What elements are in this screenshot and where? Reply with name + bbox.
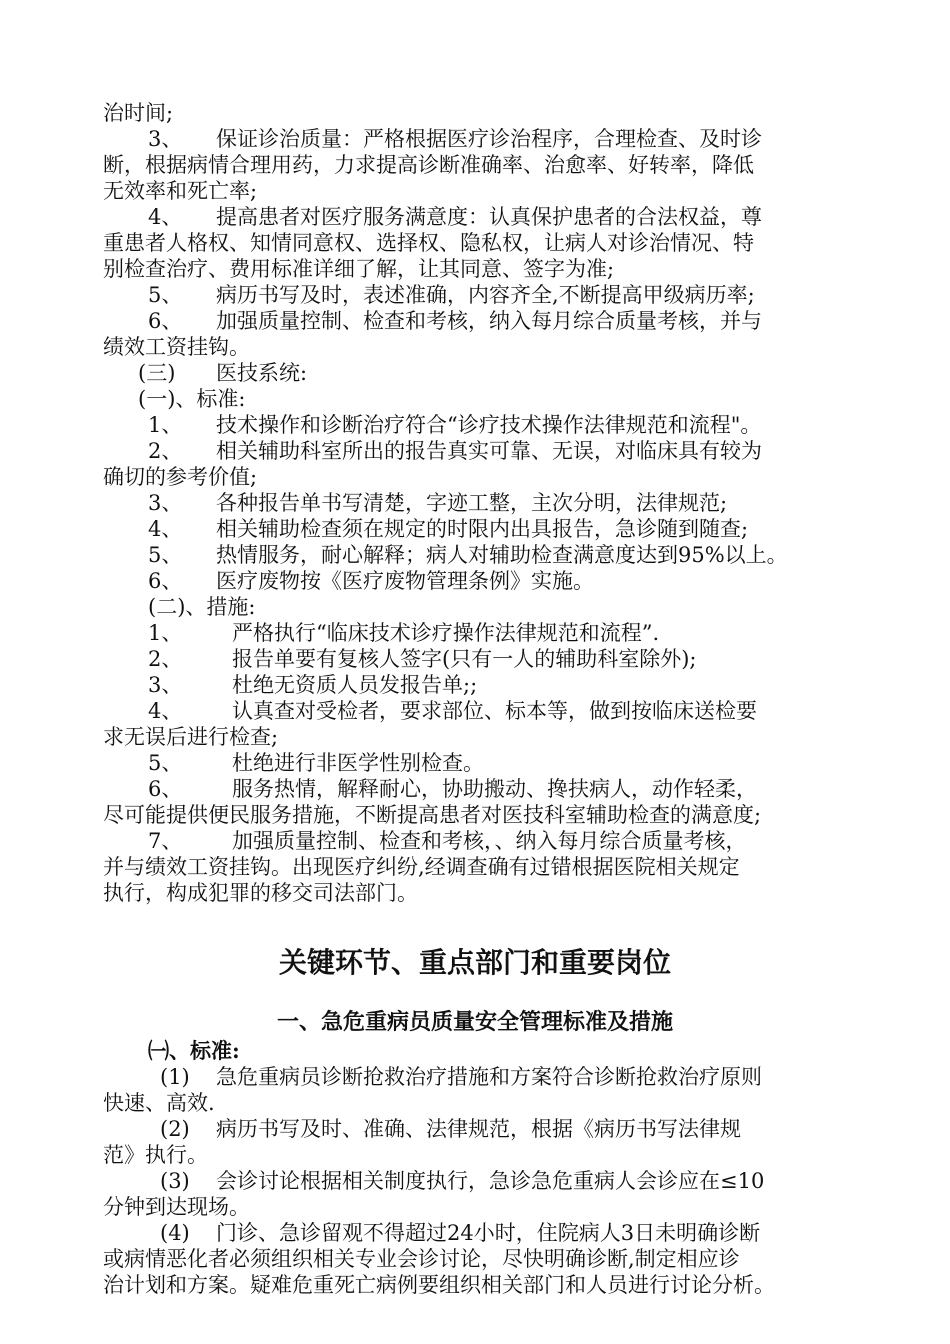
item-text: 各种报告单书写清楚，字迹工整，主次分明，法律规范; bbox=[216, 491, 728, 515]
text-line: 快速、高效. bbox=[103, 1091, 215, 1115]
text-line: 范》执行。 bbox=[103, 1143, 208, 1167]
item-number: 4、 bbox=[148, 699, 183, 723]
text-line: 重患者人格权、知情同意权、选择权、隐私权，让病人对诊治情况、特 bbox=[103, 231, 754, 255]
section-number: (三) bbox=[138, 361, 176, 385]
text-line: 执行，构成犯罪的移交司法部门。 bbox=[103, 881, 418, 905]
list-item bbox=[148, 750, 484, 776]
item-text: 会诊讨论根据相关制度执行，急诊急危重病人会诊应在≤10 bbox=[216, 1169, 765, 1193]
section-title: 医技系统: bbox=[216, 361, 308, 385]
item-text: 病历书写及时、准确、法律规范，根据《病历书写法律规 bbox=[216, 1117, 741, 1141]
item-text: 杜绝进行非医学性别检查。 bbox=[232, 751, 484, 775]
text-line: 治时间; bbox=[103, 101, 174, 125]
sub-heading: 一、急危重病员质量安全管理标准及措施 bbox=[276, 1009, 673, 1035]
list-item bbox=[148, 776, 757, 802]
list-item bbox=[148, 828, 747, 854]
item-number: (4) bbox=[160, 1221, 190, 1245]
item-text: 热情服务，耐心解释；病人对辅助检查满意度达到95%以上。 bbox=[216, 543, 788, 567]
text-line: 尽可能提供便民服务措施，不断提高患者对医技科室辅助检查的满意度; bbox=[103, 803, 762, 827]
item-number: 6、 bbox=[148, 309, 183, 333]
text-line: 确切的参考价值; bbox=[103, 465, 258, 489]
item-number: 1、 bbox=[148, 621, 183, 645]
item-text: 相关辅助检查须在规定的时限内出具报告，急诊随到随查; bbox=[216, 517, 749, 541]
item-number: 2、 bbox=[148, 647, 183, 671]
item-number: 2、 bbox=[148, 439, 183, 463]
item-text: 门诊、急诊留观不得超过24小时，住院病人3日未明确诊断 bbox=[216, 1221, 761, 1245]
list-item bbox=[148, 672, 477, 698]
item-number: (1) bbox=[160, 1065, 190, 1089]
item-number: 3、 bbox=[148, 491, 183, 515]
item-text: 相关辅助科室所出的报告真实可靠、无误，对临床具有较为 bbox=[216, 439, 762, 463]
subsection-heading: (二)、措施: bbox=[148, 595, 256, 619]
item-text: 认真查对受检者，要求部位、标本等，做到按临床送检要 bbox=[232, 699, 757, 723]
list-item bbox=[148, 620, 659, 646]
text-line: 别检查治疗、费用标准详细了解，让其同意、签字为准; bbox=[103, 257, 615, 281]
item-text: 服务热情，解释耐心，协助搬动、搀扶病人，动作轻柔， bbox=[232, 777, 757, 801]
item-text: 保证诊治质量：严格根据医疗诊治程序，合理检查、及时诊 bbox=[216, 127, 762, 151]
item-number: 7、 bbox=[148, 829, 183, 853]
list-item bbox=[148, 698, 757, 724]
list-item bbox=[160, 1064, 762, 1090]
item-number: 5、 bbox=[148, 751, 183, 775]
list-item bbox=[148, 308, 762, 334]
list-item bbox=[148, 490, 727, 516]
text-line: 求无误后进行检查; bbox=[103, 725, 279, 749]
main-heading: 关键环节、重点部门和重要岗位 bbox=[278, 946, 671, 979]
list-item bbox=[148, 204, 762, 230]
item-number: (3) bbox=[160, 1169, 190, 1193]
item-number: 1、 bbox=[148, 413, 183, 437]
item-number: 3、 bbox=[148, 673, 183, 697]
item-text: 严格执行“临床技术诊疗操作法律规范和流程”. bbox=[232, 621, 660, 645]
text-line: 治计划和方案。疑难危重死亡病例要组织相关部门和人员进行讨论分析。 bbox=[103, 1273, 775, 1297]
list-item bbox=[148, 282, 755, 308]
list-item bbox=[148, 568, 594, 594]
text-line: 并与绩效工资挂钩。出现医疗纠纷,经调查确有过错根据医院相关规定 bbox=[103, 855, 740, 879]
item-text: 技术操作和诊断治疗符合“诊疗技术操作法律规范和流程"。 bbox=[216, 413, 762, 437]
item-number: 3、 bbox=[148, 127, 183, 151]
item-text: 病历书写及时，表述准确，内容齐全,不断提高甲级病历率; bbox=[216, 283, 755, 307]
item-text: 报告单要有复核人签字(只有一人的辅助科室除外); bbox=[232, 647, 697, 671]
text-line: 断，根据病情合理用药，力求提高诊断准确率、治愈率、好转率，降低 bbox=[103, 153, 754, 177]
list-item bbox=[160, 1220, 760, 1246]
item-number: 4、 bbox=[148, 205, 183, 229]
item-text: 加强质量控制、检查和考核，、纳入每月综合质量考核， bbox=[232, 829, 747, 853]
item-text: 提高患者对医疗服务满意度：认真保护患者的合法权益，尊 bbox=[216, 205, 762, 229]
item-number: (2) bbox=[160, 1117, 190, 1141]
item-text: 急危重病员诊断抢救治疗措施和方案符合诊断抢救治疗原则 bbox=[216, 1065, 762, 1089]
list-item bbox=[148, 126, 762, 152]
section-heading bbox=[138, 360, 307, 386]
item-number: 5、 bbox=[148, 543, 183, 567]
item-text: 杜绝无资质人员发报告单;; bbox=[232, 673, 478, 697]
item-number: 4、 bbox=[148, 517, 183, 541]
text-line: 无效率和死亡率; bbox=[103, 179, 258, 203]
list-item bbox=[148, 542, 788, 568]
list-item bbox=[148, 412, 761, 438]
item-number: 6、 bbox=[148, 569, 183, 593]
list-item bbox=[148, 646, 696, 672]
section-title: ㈠、标准: bbox=[148, 1038, 240, 1063]
item-text: 加强质量控制、检查和考核，纳入每月综合质量考核，并与 bbox=[216, 309, 762, 333]
text-line: 分钟到达现场。 bbox=[103, 1195, 250, 1219]
item-text: 医疗废物按《医疗废物管理条例》实施。 bbox=[216, 569, 594, 593]
text-line: 绩效工资挂钩。 bbox=[103, 335, 250, 359]
list-item bbox=[148, 438, 762, 464]
item-number: 5、 bbox=[148, 283, 183, 307]
text-line: 或病情恶化者必须组织相关专业会诊讨论，尽快明确诊断,制定相应诊 bbox=[103, 1247, 740, 1271]
subsection-heading: (一)、标准: bbox=[138, 387, 246, 411]
list-item bbox=[160, 1168, 764, 1194]
item-number: 6、 bbox=[148, 777, 183, 801]
list-item bbox=[160, 1116, 741, 1142]
list-item bbox=[148, 516, 748, 542]
